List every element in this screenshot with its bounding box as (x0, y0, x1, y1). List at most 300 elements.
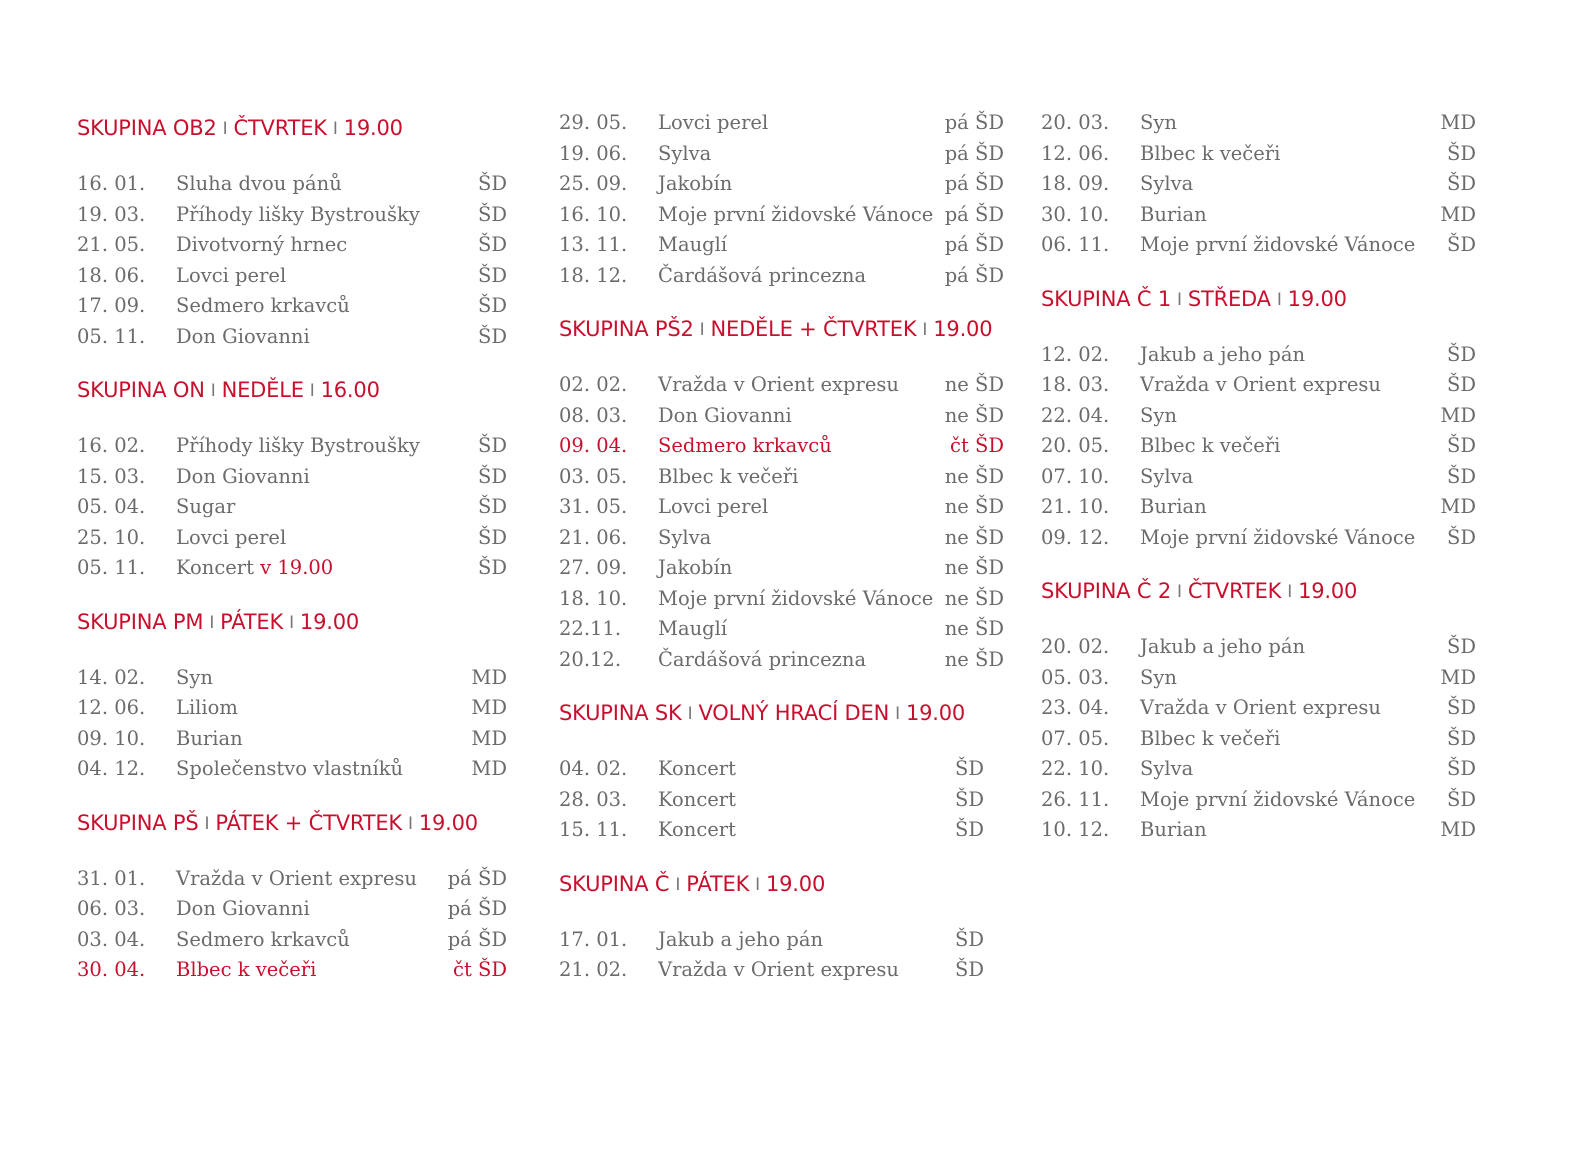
performance-title (176, 462, 310, 493)
performance-row (1041, 401, 1481, 432)
performance-title-text: Sugar (176, 495, 236, 518)
performance-title-text: Syn (176, 665, 213, 689)
performance-title-text: Blbec k večeři (1140, 726, 1281, 750)
performance-title (658, 815, 736, 846)
performance-title-text: Vražda v Orient expresu (1140, 373, 1381, 396)
performance-title (1140, 724, 1280, 755)
performance-title (658, 401, 792, 432)
performance-title (658, 169, 732, 200)
performance-date: 09. 12. (1041, 525, 1110, 549)
performance-title-text: Burian (1140, 202, 1207, 226)
performance-title (658, 370, 899, 401)
performance-venue: ŠD (478, 263, 507, 287)
performance-venue: ŠD (1447, 342, 1476, 366)
group-title (559, 864, 1004, 904)
performance-date: 13. 11. (559, 233, 628, 256)
performance-title-text: Burian (1140, 818, 1207, 841)
group-title (77, 602, 517, 642)
performance-row (1041, 785, 1481, 816)
title-separator: I (222, 119, 228, 139)
performance-row (559, 462, 1004, 493)
performance-venue: pá ŠD (447, 866, 507, 890)
group-name: SKUPINA Č (559, 871, 670, 896)
performance-venue: ŠD (1447, 726, 1476, 750)
title-separator: I (755, 874, 760, 895)
performance-venue: ŠD (1447, 787, 1476, 811)
performance-venue: ŠD (1447, 757, 1476, 780)
performance-title-text: Sedmero krkavců (176, 927, 350, 951)
performance-title (658, 584, 933, 615)
performance-title (658, 553, 732, 584)
performance-title-text: Don Giovanni (176, 324, 310, 348)
performance-date: 20. 03. (1041, 111, 1110, 134)
performance-row (1041, 462, 1481, 493)
performance-date: 05. 11. (77, 324, 146, 348)
performance-row (77, 955, 517, 986)
performance-date: 12. 02. (1041, 342, 1110, 366)
performance-row (77, 663, 517, 694)
performance-title-text: Vražda v Orient expresu (176, 866, 417, 890)
performance-venue: pá ŠD (944, 233, 1004, 256)
performance-date: 03. 05. (559, 464, 628, 488)
schedule-group (559, 108, 1004, 291)
performance-row (1041, 370, 1481, 401)
performance-title (1140, 632, 1305, 663)
performance-row (1041, 632, 1481, 663)
performance-title-text: Moje první židovské Vánoce (658, 202, 934, 226)
performance-title (1140, 462, 1193, 493)
group-time: 19.00 (1287, 286, 1347, 311)
performance-row (1041, 724, 1481, 755)
performance-venue: MD (471, 665, 507, 689)
performance-title-text: Syn (1140, 403, 1177, 427)
performance-venue: MD (1440, 403, 1476, 427)
performance-venue: ŠD (1447, 434, 1476, 457)
group-title (77, 370, 517, 410)
performance-date: 15. 03. (77, 464, 146, 488)
group-time: 19.00 (343, 116, 403, 140)
performance-row (77, 492, 517, 523)
performance-title-text: Blbec k večeři (1140, 434, 1281, 457)
performance-venue: ŠD (1447, 525, 1476, 549)
performance-title-text: Sylva (658, 141, 712, 165)
group-name: SKUPINA PŠ2 (559, 317, 694, 341)
group-name: SKUPINA PM (77, 609, 204, 634)
group-title (1041, 571, 1481, 611)
performance-row (1041, 200, 1481, 231)
performance-title-text: Sedmero krkavců (176, 294, 350, 317)
performance-title (1140, 230, 1415, 261)
performance-date: 23. 04. (1041, 696, 1110, 719)
performance-title (176, 894, 310, 925)
performance-date: 20. 02. (1041, 635, 1110, 658)
group-title (77, 803, 517, 843)
performance-list (1041, 340, 1481, 554)
performance-venue: ŠD (1447, 635, 1476, 658)
performance-title (658, 955, 899, 986)
group-time: 19.00 (299, 609, 360, 634)
performance-row (559, 431, 1004, 462)
group-days: STŘEDA (1187, 286, 1271, 311)
performance-date: 31. 01. (77, 866, 146, 890)
performance-title (1140, 492, 1207, 523)
performance-date: 26. 11. (1041, 787, 1110, 811)
performance-date: 10. 12. (1041, 818, 1110, 841)
group-name: SKUPINA SK (559, 701, 682, 725)
performance-list (559, 925, 1004, 986)
performance-title (658, 139, 711, 170)
performance-venue: ne ŠD (944, 586, 1004, 610)
performance-title (658, 261, 866, 292)
performance-venue: ne ŠD (944, 525, 1004, 549)
performance-list (1041, 632, 1481, 846)
performance-list (77, 169, 517, 352)
performance-title (1140, 523, 1415, 554)
performance-row (559, 614, 1004, 645)
performance-row (1041, 340, 1481, 371)
performance-row (77, 169, 517, 200)
performance-title-text: Sylva (658, 525, 712, 549)
performance-venue: pá ŠD (944, 172, 1004, 195)
performance-venue: ŠD (478, 202, 507, 226)
performance-venue: čt ŠD (453, 958, 507, 981)
performance-title (176, 169, 342, 200)
title-separator: I (1177, 582, 1182, 602)
group-name: SKUPINA Č 1 (1041, 286, 1172, 311)
performance-list (77, 431, 517, 584)
group-title (77, 108, 517, 148)
performance-title (658, 614, 727, 645)
performance-title-text: Moje první židovské Vánoce (1140, 233, 1416, 256)
performance-venue: ŠD (478, 556, 507, 579)
performance-row (559, 200, 1004, 231)
group-time: 19.00 (1298, 579, 1358, 603)
performance-venue: MD (471, 757, 507, 780)
performance-venue: čt ŠD (950, 434, 1004, 457)
performance-row (77, 693, 517, 724)
performance-row (559, 230, 1004, 261)
performance-venue: ne ŠD (944, 617, 1004, 640)
performance-title (176, 693, 238, 724)
performance-date: 14. 02. (77, 665, 146, 689)
performance-date: 07. 10. (1041, 464, 1110, 488)
performance-date: 04. 12. (77, 757, 146, 780)
performance-row (77, 553, 517, 584)
performance-title-text: Lovci perel (176, 525, 287, 549)
performance-date: 20. 05. (1041, 434, 1110, 457)
performance-venue: ŠD (478, 172, 507, 195)
performance-date: 27. 09. (559, 556, 628, 579)
performance-venue: ŠD (1447, 373, 1476, 396)
schedule-group (559, 864, 1004, 986)
performance-venue: ne ŠD (944, 495, 1004, 518)
performance-date: 04. 02. (559, 757, 628, 780)
performance-date: 22.11. (559, 617, 622, 640)
performance-venue: pá ŠD (944, 141, 1004, 165)
schedule-group (1041, 279, 1481, 554)
title-separator: I (675, 874, 681, 895)
title-separator: I (1276, 289, 1282, 310)
performance-date: 12. 06. (77, 696, 146, 719)
performance-list (77, 663, 517, 785)
performance-date: 06. 03. (77, 897, 146, 920)
performance-title-text: Syn (1140, 665, 1177, 689)
performance-date: 06. 11. (1041, 233, 1110, 256)
performance-row (1041, 492, 1481, 523)
performance-date: 21. 05. (77, 233, 146, 256)
performance-venue: ŠD (1447, 233, 1476, 256)
performance-title (1140, 108, 1177, 139)
performance-title-text: Lovci perel (176, 263, 287, 287)
performance-title-text: Sedmero krkavců (658, 434, 832, 457)
performance-date: 12. 06. (1041, 141, 1110, 165)
performance-title (658, 754, 736, 785)
performance-title-text: Burian (1140, 495, 1207, 518)
performance-venue: ŠD (478, 233, 507, 256)
performance-title-text: Syn (1140, 111, 1177, 134)
performance-venue: ne ŠD (944, 403, 1004, 427)
performance-date: 18. 10. (559, 586, 628, 610)
performance-title-text: Příhody lišky Bystroušky (176, 202, 420, 226)
performance-title-text: Koncert (176, 556, 254, 579)
performance-row (77, 754, 517, 785)
performance-row (559, 261, 1004, 292)
performance-title-text: Jakub a jeho pán (1140, 635, 1306, 658)
performance-title (176, 230, 347, 261)
performance-row (559, 553, 1004, 584)
performance-venue: pá ŠD (944, 202, 1004, 226)
performance-venue: MD (1440, 495, 1476, 518)
performance-title-text: Čardášová princezna (658, 647, 867, 671)
performance-time-note: v 19.00 (260, 556, 334, 579)
performance-title (1140, 340, 1305, 371)
performance-venue: ŠD (1447, 464, 1476, 488)
performance-date: 19. 03. (77, 202, 146, 226)
performance-venue: ŠD (478, 324, 507, 348)
performance-row (1041, 754, 1481, 785)
performance-row (77, 925, 517, 956)
performance-row (77, 431, 517, 462)
title-separator: I (408, 813, 413, 834)
performance-title (658, 645, 866, 676)
performance-title (1140, 401, 1177, 432)
performance-venue: MD (1440, 111, 1476, 134)
performance-title (176, 724, 243, 755)
performance-date: 30. 10. (1041, 202, 1110, 226)
performance-title-text: Burian (176, 726, 243, 750)
performance-title-text: Don Giovanni (176, 464, 310, 488)
performance-date: 22. 04. (1041, 403, 1110, 427)
performance-title (176, 431, 420, 462)
group-time: 16.00 (320, 378, 380, 402)
performance-title (1140, 370, 1381, 401)
group-name: SKUPINA ON (77, 378, 205, 402)
performance-venue: ŠD (478, 464, 507, 488)
performance-title (176, 200, 420, 231)
performance-title-text: Don Giovanni (658, 403, 792, 427)
title-separator: I (204, 813, 210, 834)
performance-title-text: Jakub a jeho pán (658, 927, 824, 951)
performance-date: 31. 05. (559, 495, 628, 518)
performance-title-text: Blbec k večeři (1140, 141, 1281, 165)
performance-row (77, 894, 517, 925)
group-days: NEDĚLE (221, 378, 304, 402)
group-title (559, 309, 1004, 349)
performance-title (176, 492, 235, 523)
title-separator: I (1287, 582, 1293, 602)
performance-title-text: Lovci perel (658, 111, 769, 134)
performance-row (559, 925, 1004, 956)
performance-title-text: Vražda v Orient expresu (658, 958, 899, 981)
performance-row (559, 584, 1004, 615)
performance-title-text: Jakobín (658, 556, 733, 579)
performance-title (1140, 139, 1280, 170)
schedule-group (1041, 571, 1481, 846)
performance-row (559, 815, 1004, 846)
performance-title-text: Moje první židovské Vánoce (1140, 525, 1416, 549)
performance-title (1140, 663, 1177, 694)
performance-title-text: Divotvorný hrnec (176, 233, 348, 256)
performance-date: 16. 10. (559, 202, 628, 226)
schedule-group (77, 602, 517, 785)
performance-title (658, 108, 768, 139)
performance-title (658, 523, 711, 554)
performance-venue: ŠD (478, 434, 507, 457)
performance-row (559, 754, 1004, 785)
performance-title (1140, 693, 1381, 724)
performance-date: 16. 01. (77, 172, 146, 195)
column-3 (1041, 108, 1481, 846)
performance-title (176, 261, 286, 292)
performance-row (1041, 230, 1481, 261)
title-separator: I (289, 612, 294, 633)
performance-title-text: Příhody lišky Bystroušky (176, 434, 420, 457)
performance-title (658, 925, 823, 956)
title-separator: I (209, 612, 215, 633)
performance-row (77, 200, 517, 231)
group-title (559, 693, 1004, 733)
performance-venue: pá ŠD (944, 263, 1004, 287)
group-days: ČTVRTEK (1187, 579, 1282, 603)
group-name: SKUPINA Č 2 (1041, 579, 1172, 603)
performance-row (1041, 693, 1481, 724)
performance-title-text: Mauglí (658, 233, 728, 256)
group-time: 19.00 (905, 701, 966, 725)
performance-title-text: Blbec k večeři (176, 958, 317, 981)
performance-row (77, 724, 517, 755)
performance-title (658, 230, 727, 261)
performance-row (77, 291, 517, 322)
performance-title-text: Lovci perel (658, 495, 769, 518)
column-2 (559, 108, 1004, 986)
performance-title (1140, 431, 1280, 462)
performance-title-text: Sylva (1140, 757, 1194, 780)
performance-title (176, 864, 417, 895)
performance-title-text: Jakub a jeho pán (1140, 342, 1306, 366)
title-separator: I (922, 320, 928, 340)
group-name: SKUPINA OB2 (77, 116, 217, 140)
performance-venue: ŠD (955, 757, 984, 780)
performance-row (1041, 108, 1481, 139)
performance-title (176, 925, 350, 956)
schedule-group (77, 803, 517, 986)
performance-date: 03. 04. (77, 927, 146, 951)
performance-venue: ŠD (955, 818, 984, 841)
performance-title (1140, 200, 1207, 231)
performance-title-text: Sylva (1140, 172, 1194, 195)
performance-row (77, 523, 517, 554)
group-time: 19.00 (418, 810, 478, 835)
group-days: NEDĚLE + ČTVRTEK (710, 317, 917, 341)
performance-title-text: Koncert (658, 818, 736, 841)
performance-date: 29. 05. (559, 111, 628, 134)
performance-title-text: Společenstvo vlastníků (176, 757, 404, 780)
performance-title (176, 523, 286, 554)
performance-date: 20.12. (559, 647, 622, 671)
performance-venue: pá ŠD (447, 927, 507, 951)
performance-title (176, 322, 310, 353)
performance-list (559, 108, 1004, 291)
performance-venue: ne ŠD (944, 464, 1004, 488)
performance-title (658, 785, 736, 816)
performance-row (559, 370, 1004, 401)
performance-row (559, 645, 1004, 676)
performance-row (1041, 169, 1481, 200)
performance-date: 05. 11. (77, 556, 146, 579)
performance-row (559, 401, 1004, 432)
performance-date: 30. 04. (77, 958, 146, 981)
performance-date: 17. 01. (559, 927, 628, 951)
performance-date: 21. 06. (559, 525, 628, 549)
performance-venue: ŠD (1447, 172, 1476, 195)
group-days: PÁTEK + ČTVRTEK (215, 810, 403, 835)
performance-title-text: Don Giovanni (176, 897, 310, 920)
performance-title (1140, 169, 1193, 200)
performance-title (1140, 754, 1193, 785)
performance-date: 08. 03. (559, 403, 628, 427)
performance-date: 28. 03. (559, 787, 628, 811)
performance-date: 21. 10. (1041, 495, 1110, 518)
group-days: ČTVRTEK (233, 116, 327, 140)
performance-venue: ŠD (1447, 696, 1476, 719)
performance-venue: ŠD (478, 495, 507, 518)
performance-date: 18. 03. (1041, 373, 1110, 396)
performance-venue: ŠD (1447, 141, 1476, 165)
performance-date: 09. 04. (559, 434, 628, 457)
performance-title (658, 462, 798, 493)
group-days: PÁTEK (686, 871, 750, 896)
schedule-group (559, 693, 1004, 846)
performance-title (176, 553, 333, 584)
performance-title-text: Liliom (176, 696, 238, 719)
performance-venue: ne ŠD (944, 556, 1004, 579)
title-separator: I (309, 381, 315, 401)
performance-date: 22. 10. (1041, 757, 1110, 780)
schedule-group (559, 309, 1004, 675)
performance-venue: MD (1440, 818, 1476, 841)
performance-date: 19. 06. (559, 141, 628, 165)
performance-venue: pá ŠD (447, 897, 507, 920)
performance-date: 07. 05. (1041, 726, 1110, 750)
performance-row (1041, 815, 1481, 846)
performance-title (176, 754, 403, 785)
performance-row (559, 139, 1004, 170)
performance-venue: MD (471, 696, 507, 719)
performance-venue: pá ŠD (944, 111, 1004, 134)
performance-row (559, 955, 1004, 986)
performance-row (559, 523, 1004, 554)
performance-row (77, 322, 517, 353)
